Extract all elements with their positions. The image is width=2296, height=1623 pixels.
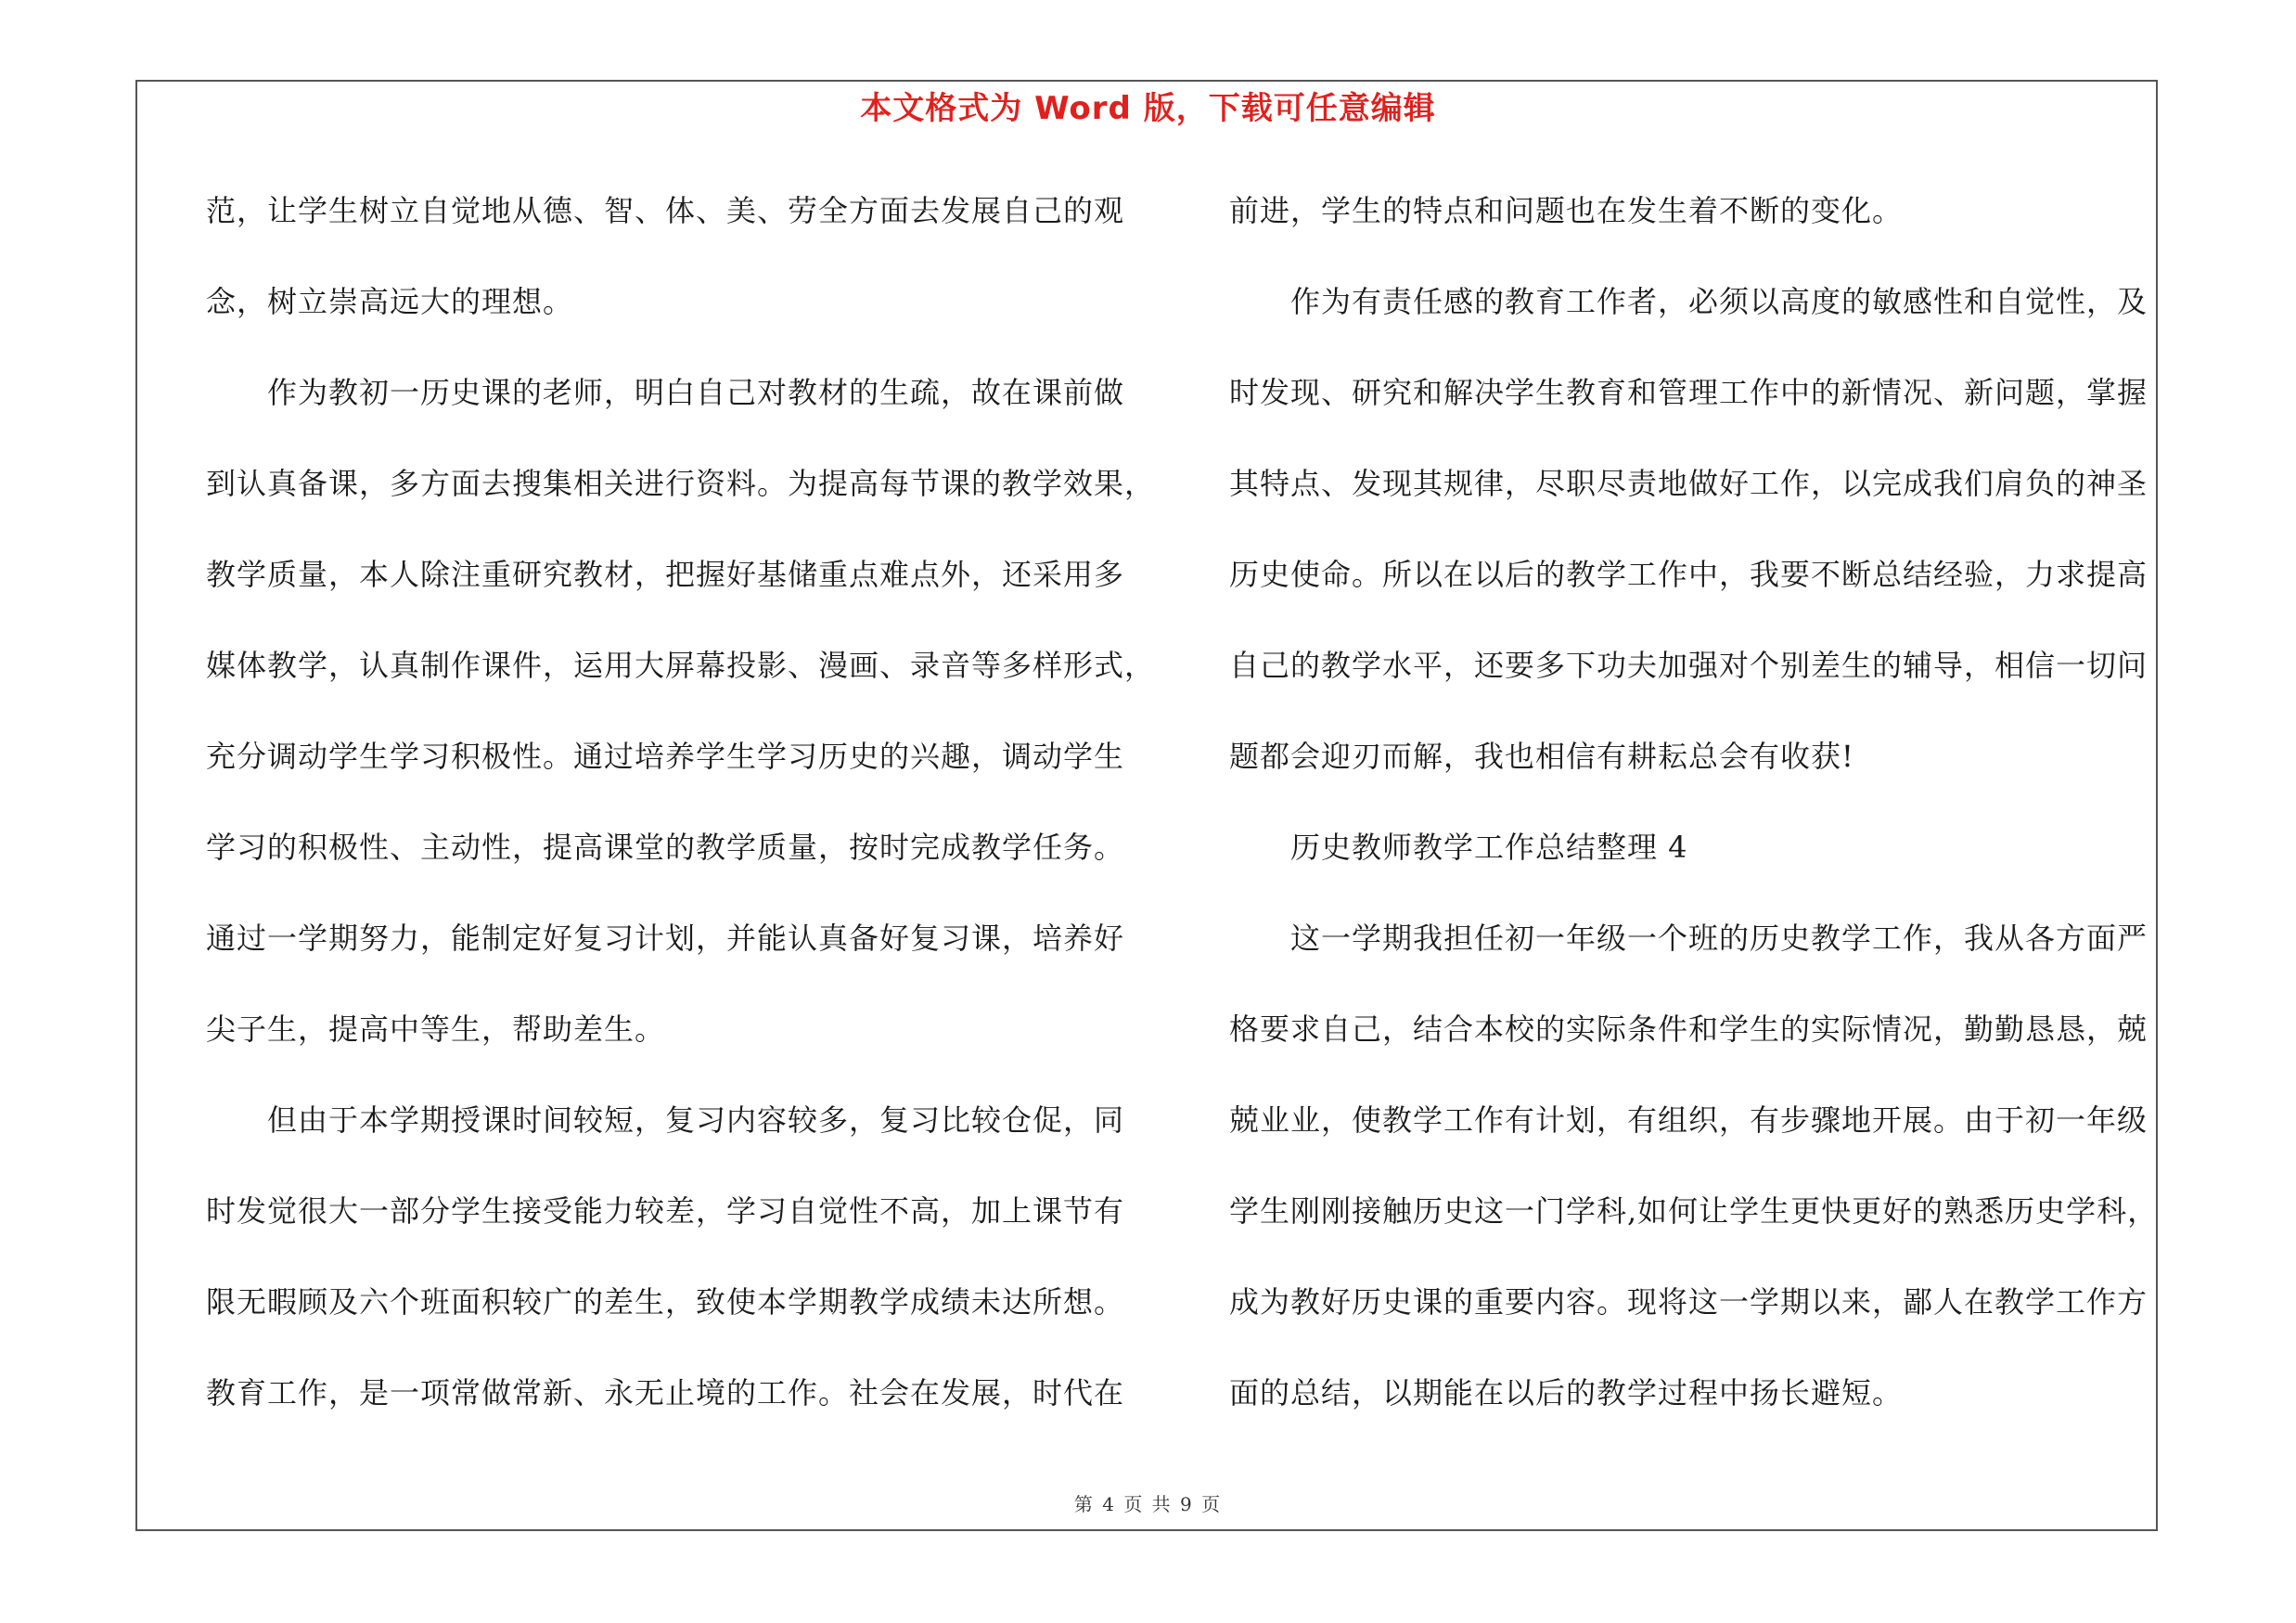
text-line: 成为教好历史课的重要内容。现将这一学期以来，鄙人在教学工作方: [1229, 1284, 2148, 1320]
word-format-banner: 本文格式为 Word 版，下载可任意编辑: [860, 90, 1436, 127]
text-line: 限无暇顾及六个班面积较广的差生，致使本学期教学成绩未达所想。: [206, 1284, 1125, 1320]
text-line: 媒体教学，认真制作课件，运用大屏幕投影、漫画、录音等多样形式，: [206, 648, 1156, 683]
text-line: 前进，学生的特点和问题也在发生着不断的变化。: [1229, 193, 1904, 228]
text-line: 到认真备课，多方面去搜集相关进行资料。为提高每节课的教学效果，: [206, 466, 1156, 501]
text-line: 题都会迎刃而解，我也相信有耕耘总会有收获!: [1229, 739, 1854, 774]
text-line: 作为教初一历史课的老师，明白自己对教材的生疏，故在课前做: [267, 375, 1125, 410]
text-line: 自己的教学水平，还要多下功夫加强对个别差生的辅导，相信一切问: [1229, 648, 2148, 683]
text-line: 学习的积极性、主动性，提高课堂的教学质量，按时完成教学任务。: [206, 830, 1125, 865]
page-number-footer: 第 4 页 共 9 页: [1073, 1493, 1223, 1515]
text-line: 兢业业，使教学工作有计划，有组织，有步骤地开展。由于初一年级: [1229, 1102, 2148, 1138]
text-line: 范，让学生树立自觉地从德、智、体、美、劳全方面去发展自己的观: [206, 193, 1125, 228]
text-line: 念，树立崇高远大的理想。: [206, 284, 574, 319]
text-line: 但由于本学期授课时间较短，复习内容较多，复习比较仓促，同: [267, 1102, 1125, 1138]
right-text-column: [1229, 180, 2157, 1453]
text-line: 教学质量，本人除注重研究教材，把握好基储重点难点外，还采用多: [206, 557, 1125, 592]
text-line: 其特点、发现其规律，尽职尽责地做好工作，以完成我们肩负的神圣: [1229, 466, 2148, 501]
text-line: 历史使命。所以在以后的教学工作中，我要不断总结经验，力求提高: [1229, 557, 2148, 592]
text-line: 时发觉很大一部分学生接受能力较差，学习自觉性不高，加上课节有: [206, 1193, 1125, 1229]
text-line: 时发现、研究和解决学生教育和管理工作中的新情况、新问题，掌握: [1229, 375, 2148, 410]
text-line: 作为有责任感的教育工作者，必须以高度的敏感性和自觉性，及: [1290, 284, 2148, 319]
text-line: 历史教师教学工作总结整理 4: [1290, 830, 1688, 865]
left-text-column: [206, 180, 1156, 1453]
text-line: 充分调动学生学习积极性。通过培养学生学习历史的兴趣，调动学生: [206, 739, 1125, 774]
text-line: 格要求自己，结合本校的实际条件和学生的实际情况，勤勤恳恳，兢: [1229, 1011, 2148, 1047]
text-line: 尖子生，提高中等生，帮助差生。: [206, 1011, 666, 1047]
text-line: 这一学期我担任初一年级一个班的历史教学工作，我从各方面严: [1290, 921, 2148, 956]
text-line: 面的总结，以期能在以后的教学过程中扬长避短。: [1229, 1375, 1904, 1410]
text-line: 教育工作，是一项常做常新、永无止境的工作。社会在发展，时代在: [206, 1375, 1125, 1410]
text-line: 通过一学期努力，能制定好复习计划，并能认真备好复习课，培养好: [206, 921, 1125, 956]
text-line: 学生刚刚接触历史这一门学科,如何让学生更快更好的熟悉历史学科，: [1229, 1193, 2159, 1229]
